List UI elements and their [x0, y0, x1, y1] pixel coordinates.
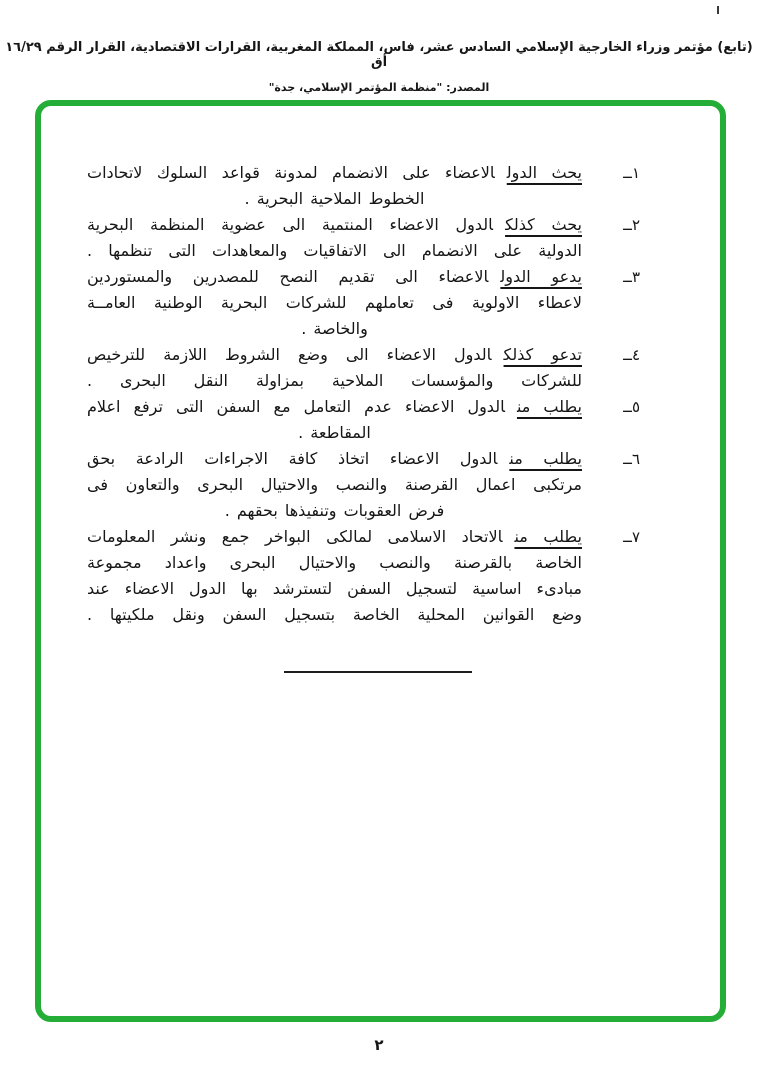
resolution-list	[41, 106, 720, 628]
item-body	[87, 342, 582, 394]
item-body	[87, 264, 582, 342]
item-line: مرتكبى اعمال القرصنة والنصب والاحتيال البحرى والتعاون فى	[87, 475, 582, 494]
item-number: ٢ــ	[623, 216, 640, 234]
item-number: ٤ــ	[623, 346, 640, 364]
item-number: ٣ــ	[623, 268, 640, 286]
item-lead: يحث كذلك	[505, 215, 582, 234]
item-line-text: الدول الاعضاء المنتمية الى عضوية المنظمة البحرية	[87, 215, 494, 234]
item-body	[87, 394, 582, 446]
item-number: ١ــ	[623, 164, 640, 182]
resolution-item	[87, 524, 640, 628]
resolution-item	[87, 160, 640, 212]
item-line: فرض العقوبات وتنفيذها بحقهم .	[224, 501, 445, 520]
item-body	[87, 446, 582, 524]
item-line: للشركات والمؤسسات الملاحية بمزاولة النقل البحرى .	[87, 371, 582, 390]
item-lead: يطلب من	[516, 397, 582, 416]
item-line: المقاطعة .	[298, 423, 371, 442]
item-line	[87, 394, 582, 420]
item-lead: يدعو الدول	[500, 267, 582, 286]
item-line: لاعطاء الاولوية فى تعاملهم للشركات البحرية الوطنية العامــة	[87, 293, 582, 312]
resolution-item	[87, 212, 640, 264]
resolution-item	[87, 394, 640, 446]
item-number: ٥ــ	[623, 398, 640, 416]
item-line-text: الاعضاء على الانضمام لمدونة قواعد السلوك لاتحادات	[87, 163, 495, 182]
item-line	[87, 446, 582, 472]
item-body	[87, 212, 582, 264]
item-line	[87, 524, 582, 550]
item-line: الخطوط الملاحية البحرية .	[244, 189, 425, 208]
scan-artifact-mark	[717, 6, 719, 14]
item-line-text: الدول الاعضاء الى وضع الشروط اللازمة للترخيص	[87, 345, 492, 364]
header-title: (تابع) مؤتمر وزراء الخارجية الإسلامي السادس عشر، فاس، المملكة المغربية، القرارات الاقتصادية، القرار الرقم ١٦/٢٩ أق	[5, 40, 753, 70]
item-lead: يطلب من	[509, 449, 582, 468]
item-line: وضع القوانين المحلية الخاصة بتسجيل السفن ونقل ملكيتها .	[87, 605, 582, 624]
item-lead: يحث الدول	[506, 163, 582, 182]
item-number: ٧ــ	[623, 528, 640, 546]
item-line: والخاصة .	[301, 319, 368, 338]
item-body	[87, 160, 582, 212]
item-lead: يطلب من	[514, 527, 582, 546]
item-line: مبادىء اساسية لتسجيل السفن لتسترشد بها الدول الاعضاء عند	[87, 579, 582, 598]
resolution-item	[87, 446, 640, 524]
item-line-text: الدول الاعضاء عدم التعامل مع السفن التى ترفع اعلام	[87, 397, 505, 416]
item-lead: تدعو كذلك	[503, 345, 582, 364]
item-line-text: الاعضاء الى تقديم النصح للمصدرين والمستوردين	[87, 267, 489, 286]
item-line	[87, 264, 582, 290]
item-line	[87, 212, 582, 238]
item-line: الخاصة بالقرصنة والنصب والاحتيال البحرى واعداد مجموعة	[87, 553, 582, 572]
item-body	[87, 524, 582, 628]
item-line-text: الدول الاعضاء اتخاذ كافة الاجراءات الرادعة بحق	[87, 449, 498, 468]
resolution-item	[87, 342, 640, 394]
item-line	[87, 160, 582, 186]
item-line-text: الاتحاد الاسلامى لمالكى البواخر جمع ونشر المعلومات	[87, 527, 503, 546]
header-source: المصدر: "منظمة المؤتمر الإسلامي، جدة"	[268, 81, 490, 94]
item-line: الدولية على الانضمام الى الاتفاقيات والمعاهدات التى تنظمها .	[87, 241, 582, 260]
section-divider	[284, 671, 472, 673]
item-line	[87, 342, 582, 368]
item-number: ٦ــ	[623, 450, 640, 468]
document-header	[0, 40, 758, 94]
resolution-item	[87, 264, 640, 342]
page-number: ٢	[374, 1036, 384, 1054]
